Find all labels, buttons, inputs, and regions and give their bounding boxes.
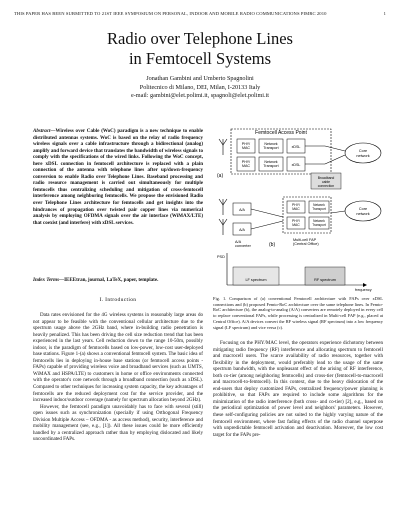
intro-paragraph-1: Data rates envisioned for the 4G wireless systems in reasonably large areas do not appear to be feasible with the conventional cellular architecture due to the spectrum usage above the 2GHz band, where in-building radio penetration is heavily penalized. This has been driving the cell size reduction trend that has been experienced in the last years. Cell reduction down to the range 10-50m, possibly indoor, is the paradigm of femtocells based on low-power, low-cost user-deployed base stations. Figure 1-(a) shows a conventional femtocell system. The basic idea of femtocells lies in deploying in-house base stations (or femtocell access points - FAPs) capable of providing wireless voice and broadband services (such as UMTS, WiMAX and HSPA/LTE) to customers in home or office environments connected with the operator's core network through a broadband connection (such as xDSL). Compared to other techniques for increasing system capacity, the key advantages of femtocells are the reduced deployment cost for the service provider, and the increased indoor/outdoor coverage (namely for spectrum allocation beyond 2GHz).	[33, 312, 203, 404]
xdsl-block: xDSL	[291, 145, 301, 149]
antenna-icon-b	[219, 199, 227, 235]
author-names: Jonathan Gambini and Umberto Spagnolini	[146, 75, 254, 82]
svg-text:Network: Network	[313, 203, 325, 207]
index-terms	[33, 277, 203, 284]
right-paragraph: Focusing on the PHY/MAC level, the operators experience dichotomy between mitigating radio frequency (RF) interference and allocating spectrum to femtocell and macrocell users. The scarce availability of radio resources, together with flexibility in the deployment, would preferably lead to the usage of the same spectrum bandwidth, with the unpleasant effect of the arising of RF interference, both co-tier (among neighboring femtocells) and cross-tier (femtocell-to-macrocell and macrocell-to-femtocell). In this context, due to the heavy dislocation of the end-users that deploy customized FAPs, centralized frequency/power planning is prohibitive, so that FAPs are required to include some algorithms for the minimization of the radio interference (both cross- and co-tier) [2], e.g., based on the periodical optimization of power level and neighbors' parameters. However, these self-configuring policies are not suited to the highly varying nature of the femtocell environment, where fast fading effects of the radio channel superpose with unpredictable femtocell activation and deactivation. Moreover, the low cost target for the FAPs pre-	[213, 340, 383, 438]
svg-text:network: network	[356, 154, 370, 158]
author-affiliation: Politecnico di Milano, DEI, Milan, I-20133 Italy	[139, 83, 261, 91]
svg-text:MAC: MAC	[242, 146, 250, 150]
core-network-cloud	[345, 143, 381, 163]
index-terms-text: —IEEEtran, journal, LaTeX, paper, template.	[59, 277, 159, 283]
svg-text:PHY/: PHY/	[292, 203, 300, 207]
svg-text:Transport: Transport	[312, 207, 326, 211]
svg-text:cable: cable	[321, 180, 331, 184]
svg-text:Core: Core	[358, 207, 368, 211]
svg-text:MAC: MAC	[242, 164, 250, 168]
author-email: e-mail: gambini@elet.polimi.it, spagnoli@elet.polimi.it	[130, 92, 270, 100]
label-b: (b)	[269, 242, 276, 248]
abstract	[33, 128, 203, 226]
fap-blocks	[237, 139, 305, 171]
svg-text:A/A: A/A	[239, 228, 245, 232]
figure-caption: Fig. 1. Comparison of (a) conventional Femtocell architecture with FAPs over xDSL connections and (b) proposed Femto-RoC architecture over the same telephone lines. In Femto-RoC architecture (b), the analog-to-analog (A/A) converters are remotely deployed in every cell to replace conventional FAPs, while processing is centralized in Multi-cell FAP (e.g., placed at Central Office). A/A devices convert the RF wireless signal (RF spectrum) into a low frequency signal (LF spectrum) and vice versa (c).	[213, 296, 383, 330]
svg-text:Transport: Transport	[263, 146, 279, 150]
lf-spectrum-label: LF spectrum	[245, 278, 267, 282]
svg-text:network: network	[356, 212, 370, 216]
svg-text:Multi-cell FAP: Multi-cell FAP	[293, 238, 317, 242]
title-line-1: Radio over Telephone Lines	[107, 29, 293, 48]
svg-text:A/A: A/A	[235, 240, 242, 244]
frequency-label: frequency	[355, 288, 372, 292]
svg-text:A/A: A/A	[239, 208, 245, 212]
label-a: (a)	[217, 173, 224, 179]
phy-mac-block: PHY/	[241, 142, 251, 146]
svg-text:Core: Core	[358, 149, 368, 153]
svg-text:xDSL: xDSL	[291, 163, 301, 167]
antenna-icon	[219, 139, 227, 155]
right-column-text	[213, 340, 383, 438]
title-line-2: in Femtocell Systems	[128, 49, 272, 68]
rf-spectrum-label: RF spectrum	[314, 278, 336, 282]
svg-text:Transport: Transport	[312, 223, 326, 227]
svg-text:MAC: MAC	[292, 207, 300, 211]
abstract-label: Abstract	[33, 128, 51, 134]
svg-text:Transport: Transport	[263, 164, 279, 168]
paper-title	[0, 29, 400, 69]
index-terms-label: Index Terms	[33, 277, 60, 283]
svg-text:Network: Network	[313, 219, 325, 223]
lf-spectrum-band	[233, 267, 279, 285]
rf-spectrum-band	[305, 267, 345, 285]
svg-text:PHY/: PHY/	[241, 160, 251, 164]
introduction-body	[33, 312, 203, 443]
section-heading: I. Introduction	[99, 297, 137, 303]
svg-text:connection: connection	[317, 184, 335, 188]
core-network-cloud-b	[345, 201, 381, 221]
intro-paragraph-2: However, the femtocell paradigm unavoidably has to face with several (still) open issues such as synchronization (specially if using Orthogonal Frequency Division Multiple Access – OFDMA - as access method), security, interference and mobility management (see, e.g., [1]). All these issues could be more efficiently handled by a centralized approach rather than by employing dislocated and likely uncoordinated FAPs.	[33, 403, 203, 443]
abstract-text: —Wireless over Cable (WoC) paradigm is a new technique to enable distributed antennas systems. WoC is based on the relay of radio frequency wireless signals over a cable infrastructure through a bidirectional (analog) amplify and forward device that translates the bandwidth of wireless signals to comply with the specifications of the wired links. Following the WoC concept, here xDSL connection in femtocell architecture is replaced with a plain connection of the antenna with telephone lines after up/down-frequency conversion to enable Radio over Telephone Lines. Baseband processing and radio resource management is carried out simultaneously for multiple femtocells thus centralizing scheduling and mitigation of cross-femtocell interference among neighboring femtocells. We propose the envisioned Radio over Telephone Lines architecture for femtocells and get insights into the hindrances of propagation over twisted pair copper lines via numerical analysis by employing OFDMA signals over the air interface (WiMAX/LTE) that coexist (and interfere) with xDSL services.	[33, 128, 203, 226]
network-transport-block: Network	[264, 142, 278, 146]
page-number: 1	[383, 11, 386, 16]
running-header	[14, 11, 386, 16]
fap-label: Femtocell Access Point	[255, 130, 307, 136]
svg-text:converter: converter	[235, 244, 251, 248]
svg-text:MAC: MAC	[292, 223, 300, 227]
psd-label: PSD	[217, 255, 225, 259]
svg-text:Network: Network	[264, 160, 278, 164]
figure-1	[213, 125, 385, 293]
svg-text:Broadband: Broadband	[317, 176, 335, 180]
header-venue: THIS PAPER HAS BEEN SUBMITTED TO 21ST IEEE SYMPOSIUM ON PERSONAL, INDOOR AND MOBILE RADIO COMMUNICATIONS PIMRC 2010	[14, 11, 327, 16]
svg-text:PHY/: PHY/	[292, 219, 300, 223]
svg-text:(Central Office): (Central Office)	[293, 242, 319, 246]
author-block	[0, 75, 400, 101]
